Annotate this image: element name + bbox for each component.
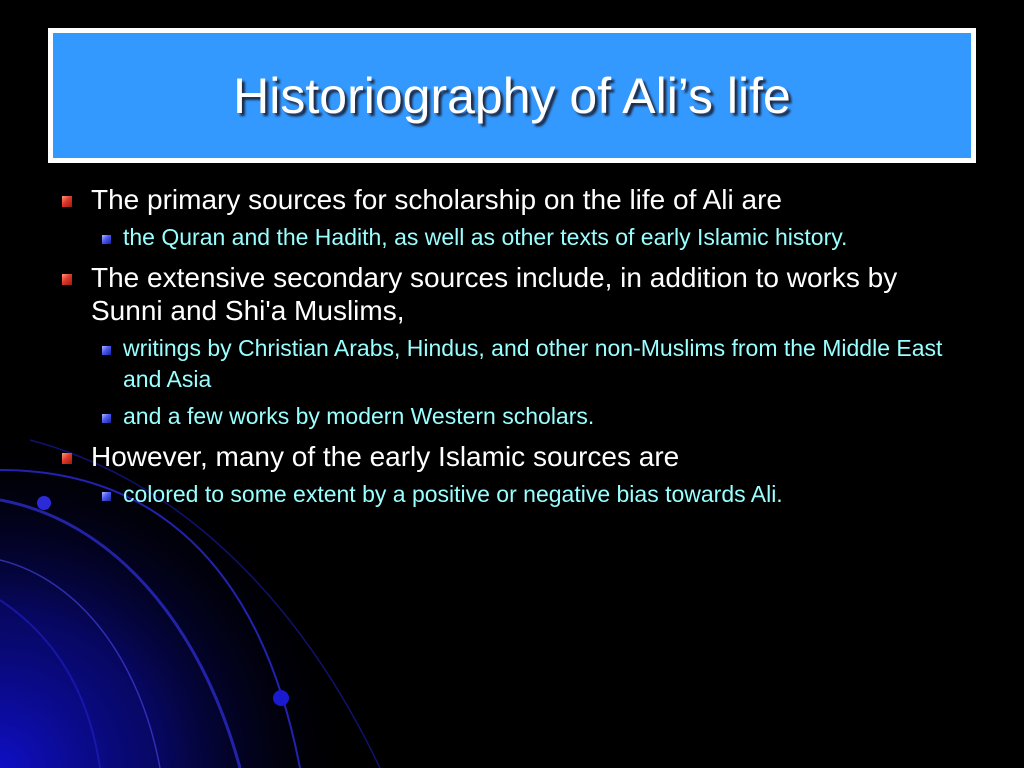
blue-square-bullet-icon bbox=[102, 414, 111, 423]
bullet-item bbox=[58, 440, 958, 473]
red-square-bullet-icon bbox=[62, 274, 72, 285]
slide-title: Historiography of Ali’s life bbox=[233, 67, 791, 124]
sub-bullet-text: and a few works by modern Western scholars. bbox=[123, 403, 595, 429]
sub-bullet-text: colored to some extent by a positive or negative bias towards Ali. bbox=[123, 481, 783, 507]
title-box bbox=[48, 28, 976, 163]
bullet-text: However, many of the early Islamic sources are bbox=[91, 441, 680, 472]
bullet-text: The extensive secondary sources include, in addition to works by Sunni and Shi'a Muslims, bbox=[91, 262, 898, 326]
blue-square-bullet-icon bbox=[102, 346, 111, 355]
blue-square-bullet-icon bbox=[102, 235, 111, 244]
bullet-list bbox=[58, 183, 958, 510]
bullet-item bbox=[58, 183, 958, 216]
sub-bullet-text: writings by Christian Arabs, Hindus, and other non-Muslims from the Middle East and Asia bbox=[123, 335, 943, 392]
sub-bullet-text: the Quran and the Hadith, as well as other texts of early Islamic history. bbox=[123, 224, 848, 250]
swirl-dot-2 bbox=[273, 690, 289, 706]
sub-bullet-item bbox=[58, 333, 958, 395]
bullet-item bbox=[58, 261, 958, 327]
blue-square-bullet-icon bbox=[102, 492, 111, 501]
sub-bullet-item bbox=[58, 479, 958, 510]
sub-bullet-item bbox=[58, 222, 958, 253]
swirl-dot-1 bbox=[37, 496, 51, 510]
sub-bullet-item bbox=[58, 401, 958, 432]
bullet-text: The primary sources for scholarship on the life of Ali are bbox=[91, 184, 782, 215]
red-square-bullet-icon bbox=[62, 453, 72, 464]
red-square-bullet-icon bbox=[62, 196, 72, 207]
